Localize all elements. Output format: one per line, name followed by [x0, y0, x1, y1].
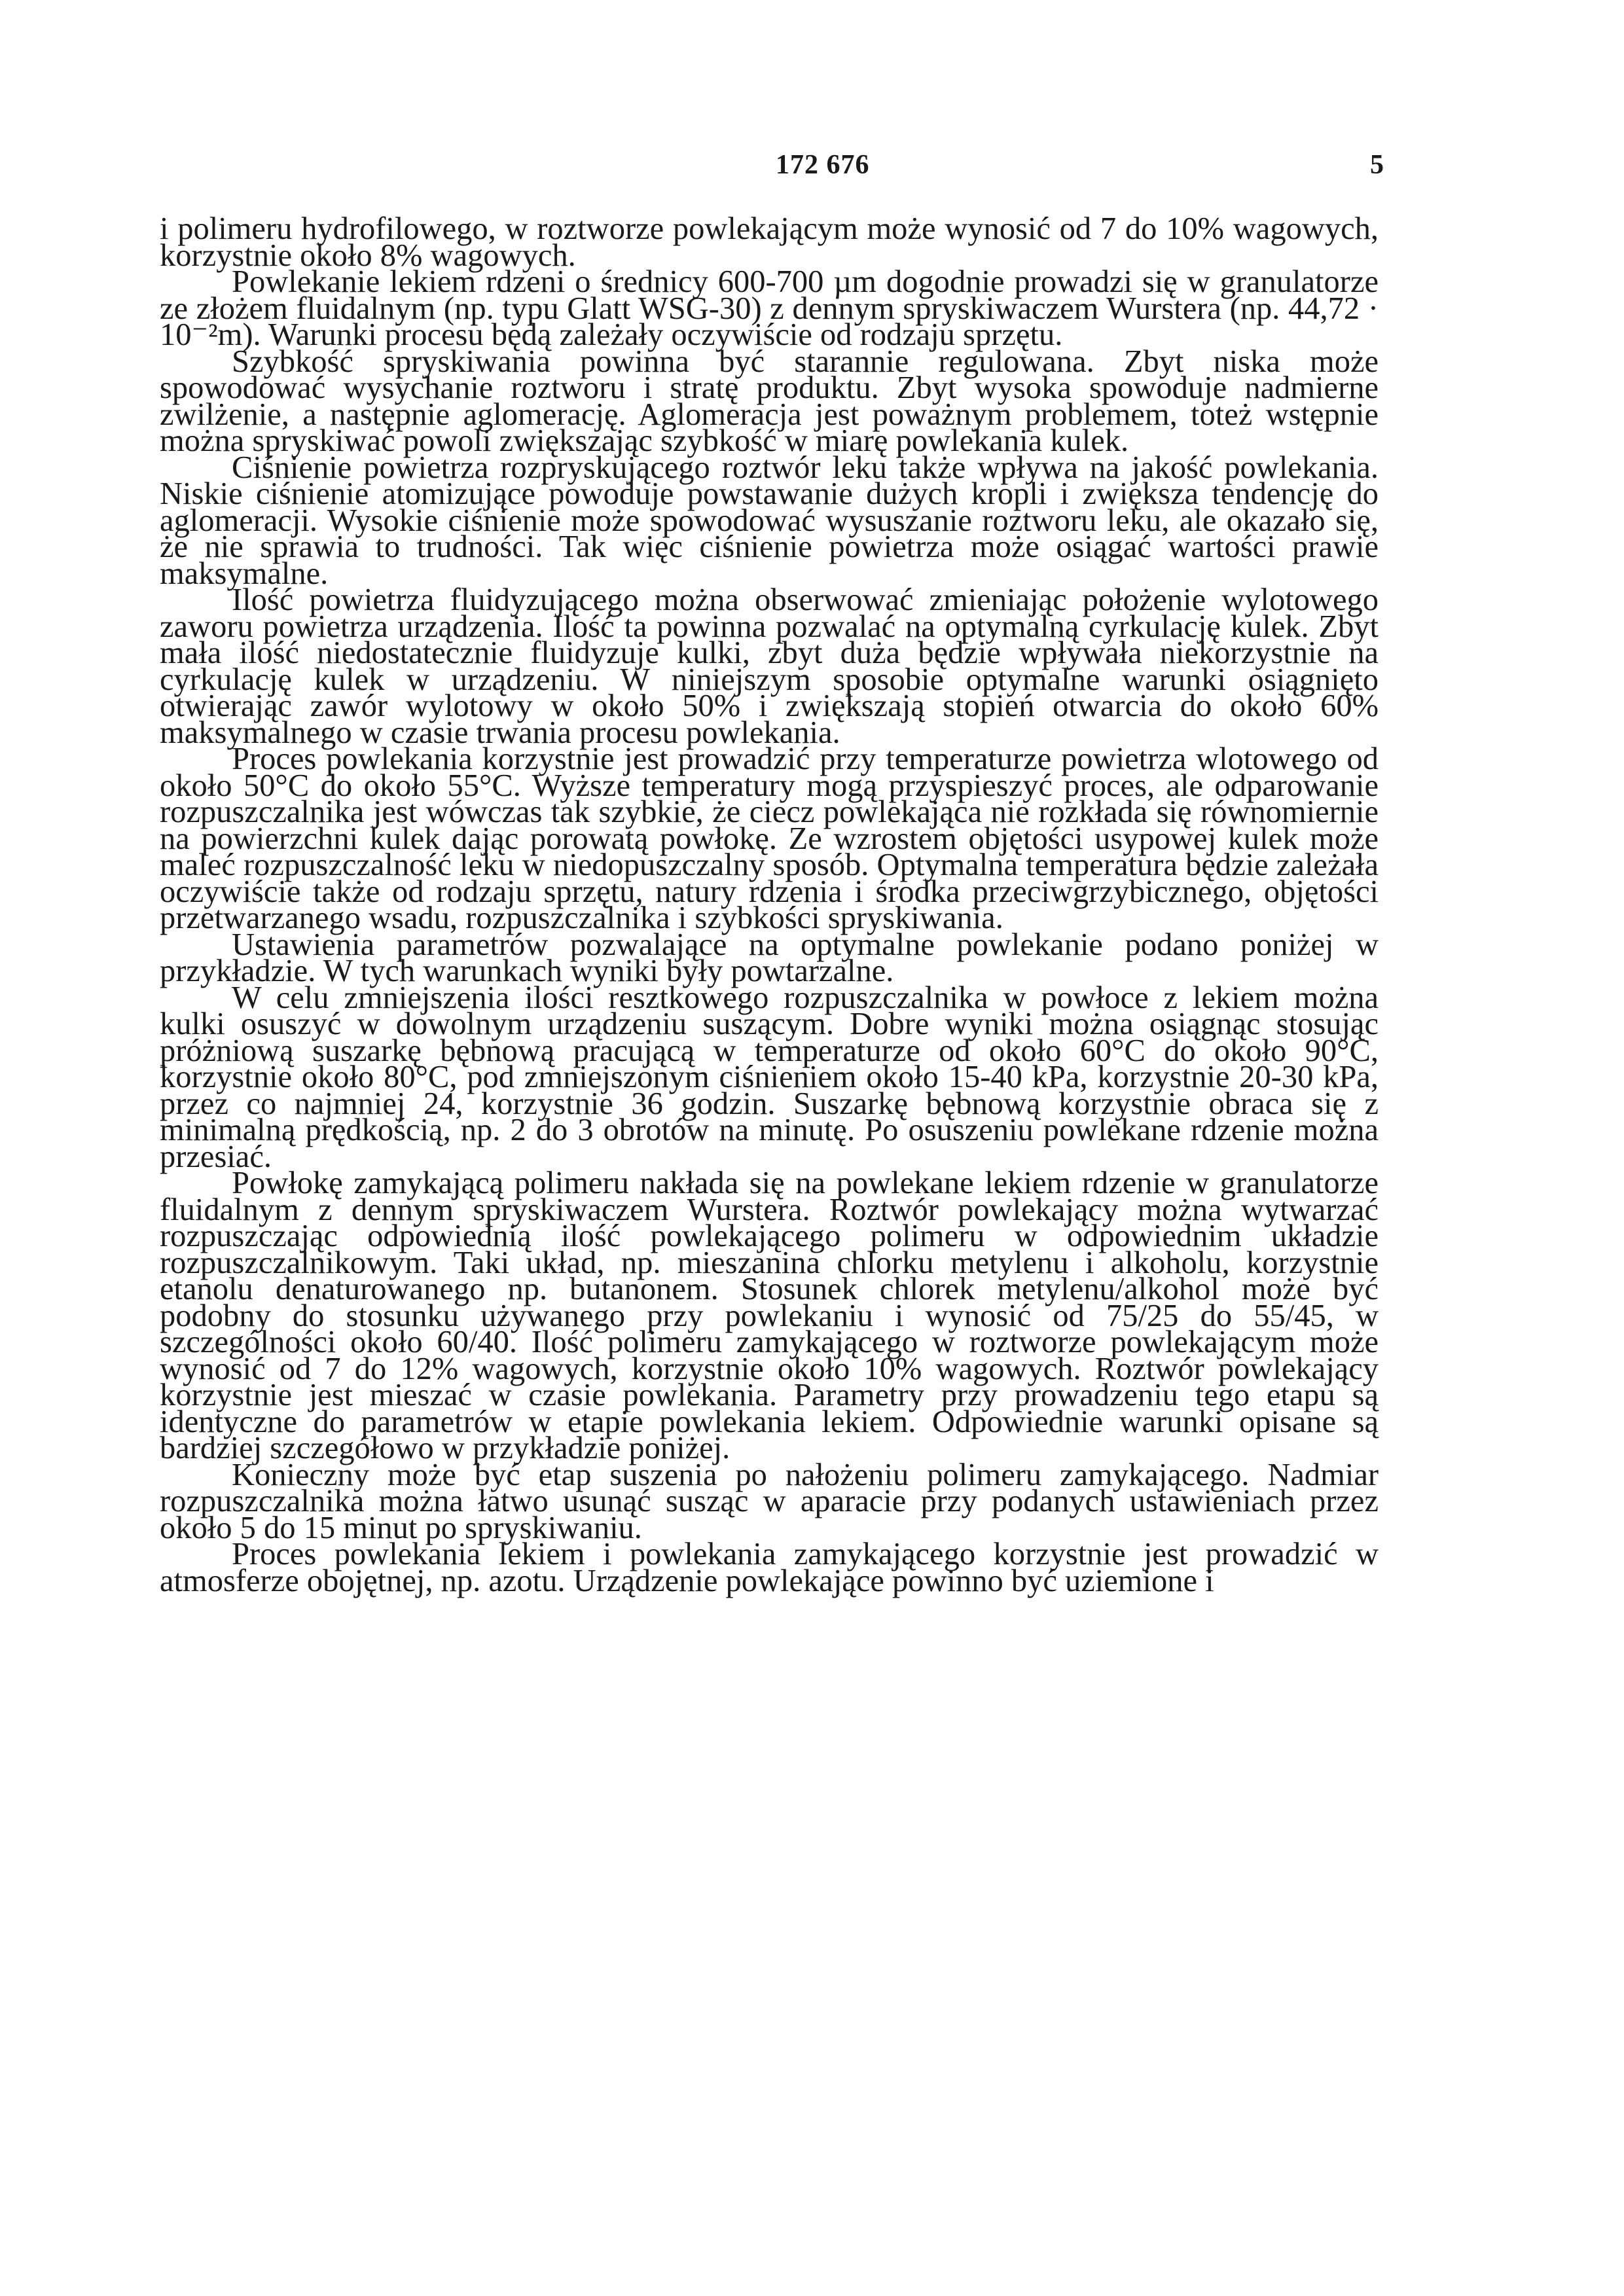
body-text	[160, 211, 1379, 1598]
paragraph: i polimeru hydrofilowego, w roztworze powlekającym może wynosić od 7 do 10% wagowych, korzystnie około 8% wagowych.	[160, 211, 1379, 273]
paragraph: W celu zmniejszenia ilości resztkowego rozpuszczalnika w powłoce z lekiem można kulki osuszyć w dowolnym urządzeniu suszącym. Dobre wyniki można osiągnąc stosując próżniową suszarkę bębnową pracującą w temperaturze od około 60°C do około 90°C, korzystnie około 80°C, pod zmniejszonym ciśnieniem około 15-40 kPa, korzystnie 20-30 kPa, przez co najmniej 24, korzystnie 36 godzin. Suszarkę bębnową korzystnie obraca się z minimalną prędkością, np. 2 do 3 obrotów na minutę. Po osuszeniu powlekane rdzenie można przesiać.	[160, 980, 1379, 1174]
page-number: 5	[1370, 150, 1384, 180]
paragraph: Ustawienia parametrów pozwalające na optymalne powlekanie podano poniżej w przykładzie. W tych warunkach wyniki były powtarzalne.	[160, 927, 1379, 988]
document-number: 172 676	[776, 150, 870, 180]
paragraph: Powlekanie lekiem rdzeni o średnicy 600-700 µm dogodnie prowadzi się w granulatorze ze złożem fluidalnym (np. typu Glatt WSG-30) z dennym spryskiwaczem Wurstera (np. 44,72 · 10⁻²m). Warunki procesu będą zależały oczywiście od rodzaju sprzętu.	[160, 264, 1379, 352]
paragraph: Szybkość spryskiwania powinna być starannie regulowana. Zbyt niska może spowodować wysychanie roztworu i stratę produktu. Zbyt wysoka spowoduje nadmierne zwilżenie, a następnie aglomerację. Aglomeracja jest poważnym problemem, toteż wstępnie można spryskiwać powoli zwiększając szybkość w miarę powlekania kulek.	[160, 344, 1379, 458]
paragraph: Proces powlekania lekiem i powlekania zamykającego korzystnie jest prowadzić w atmosferze obojętnej, np. azotu. Urządzenie powlekające powinno być uziemione i	[160, 1537, 1379, 1598]
paragraph: Ilość powietrza fluidyzującego można obserwować zmieniając położenie wylotowego zaworu powietrza urządzenia. Ilość ta powinna pozwalać na optymalną cyrkulację kulek. Zbyt mała ilość niedostatecznie fluidyzuje kulki, zbyt duża będzie wpływała niekorzystnie na cyrkulację kulek w urządzeniu. W niniejszym sposobie optymalne warunki osiągnięto otwierając zawór wylotowy w około 50% i zwiększają stopień otwarcia do około 60% maksymalnego w czasie trwania procesu powlekania.	[160, 583, 1379, 750]
paragraph: Konieczny może być etap suszenia po nałożeniu polimeru zamykającego. Nadmiar rozpuszczalnika można łatwo usunąć susząc w aparacie przy podanych ustawieniach przez około 5 do 15 minut po spryskiwaniu.	[160, 1457, 1379, 1545]
paragraph: Proces powlekania korzystnie jest prowadzić przy temperaturze powietrza wlotowego od około 50°C do około 55°C. Wyższe temperatury mogą przyspieszyć proces, ale odparowanie rozpuszczalnika jest wówczas tak szybkie, że ciecz powlekająca nie rozkłada się równomiernie na powierzchni kulek dając porowatą powłokę. Ze wzrostem objętości usypowej kulek może maleć rozpuszczalność leku w niedopuszczalny sposób. Optymalna temperatura będzie zależała oczywiście także od rodzaju sprzętu, natury rdzenia i środka przeciwgrzybicznego, objętości przetwarzanego wsadu, rozpuszczalnika i szybkości spryskiwania.	[160, 742, 1379, 935]
page-header	[0, 149, 1624, 188]
paragraph: Powłokę zamykającą polimeru nakłada się na powlekane lekiem rdzenie w granulatorze fluidalnym z dennym spryskiwaczem Wurstera. Roztwór powlekający można wytwarzać rozpuszczając odpowiednią ilość powlekającego polimeru w odpowiednim układzie rozpuszczalnikowym. Taki układ, np. mieszanina chlorku metylenu i alkoholu, korzystnie etanolu denaturowanego np. butanonem. Stosunek chlorek metylenu/alkohol może być podobny do stosunku używanego przy powlekaniu i wynosić od 75/25 do 55/45, w szczególności około 60/40. Ilość polimeru zamykającego w roztworze powlekającym może wynosić od 7 do 12% wagowych, korzystnie około 10% wagowych. Roztwór powlekający korzystnie jest mieszać w czasie powlekania. Parametry przy prowadzeniu tego etapu są identyczne do parametrów w etapie powlekania lekiem. Odpowiednie warunki opisane są bardziej szczegółowo w przykładzie poniżej.	[160, 1166, 1379, 1465]
paragraph: Ciśnienie powietrza rozpryskującego roztwór leku także wpływa na jakość powlekania. Niskie ciśnienie atomizujące powoduje powstawanie dużych kropli i zwiększa tendencję do aglomeracji. Wysokie ciśnienie może spowodować wysuszanie roztworu leku, ale okazało się, że nie sprawia to trudności. Tak więc ciśnienie powietrza może osiągać wartości prawie maksymalne.	[160, 450, 1379, 591]
